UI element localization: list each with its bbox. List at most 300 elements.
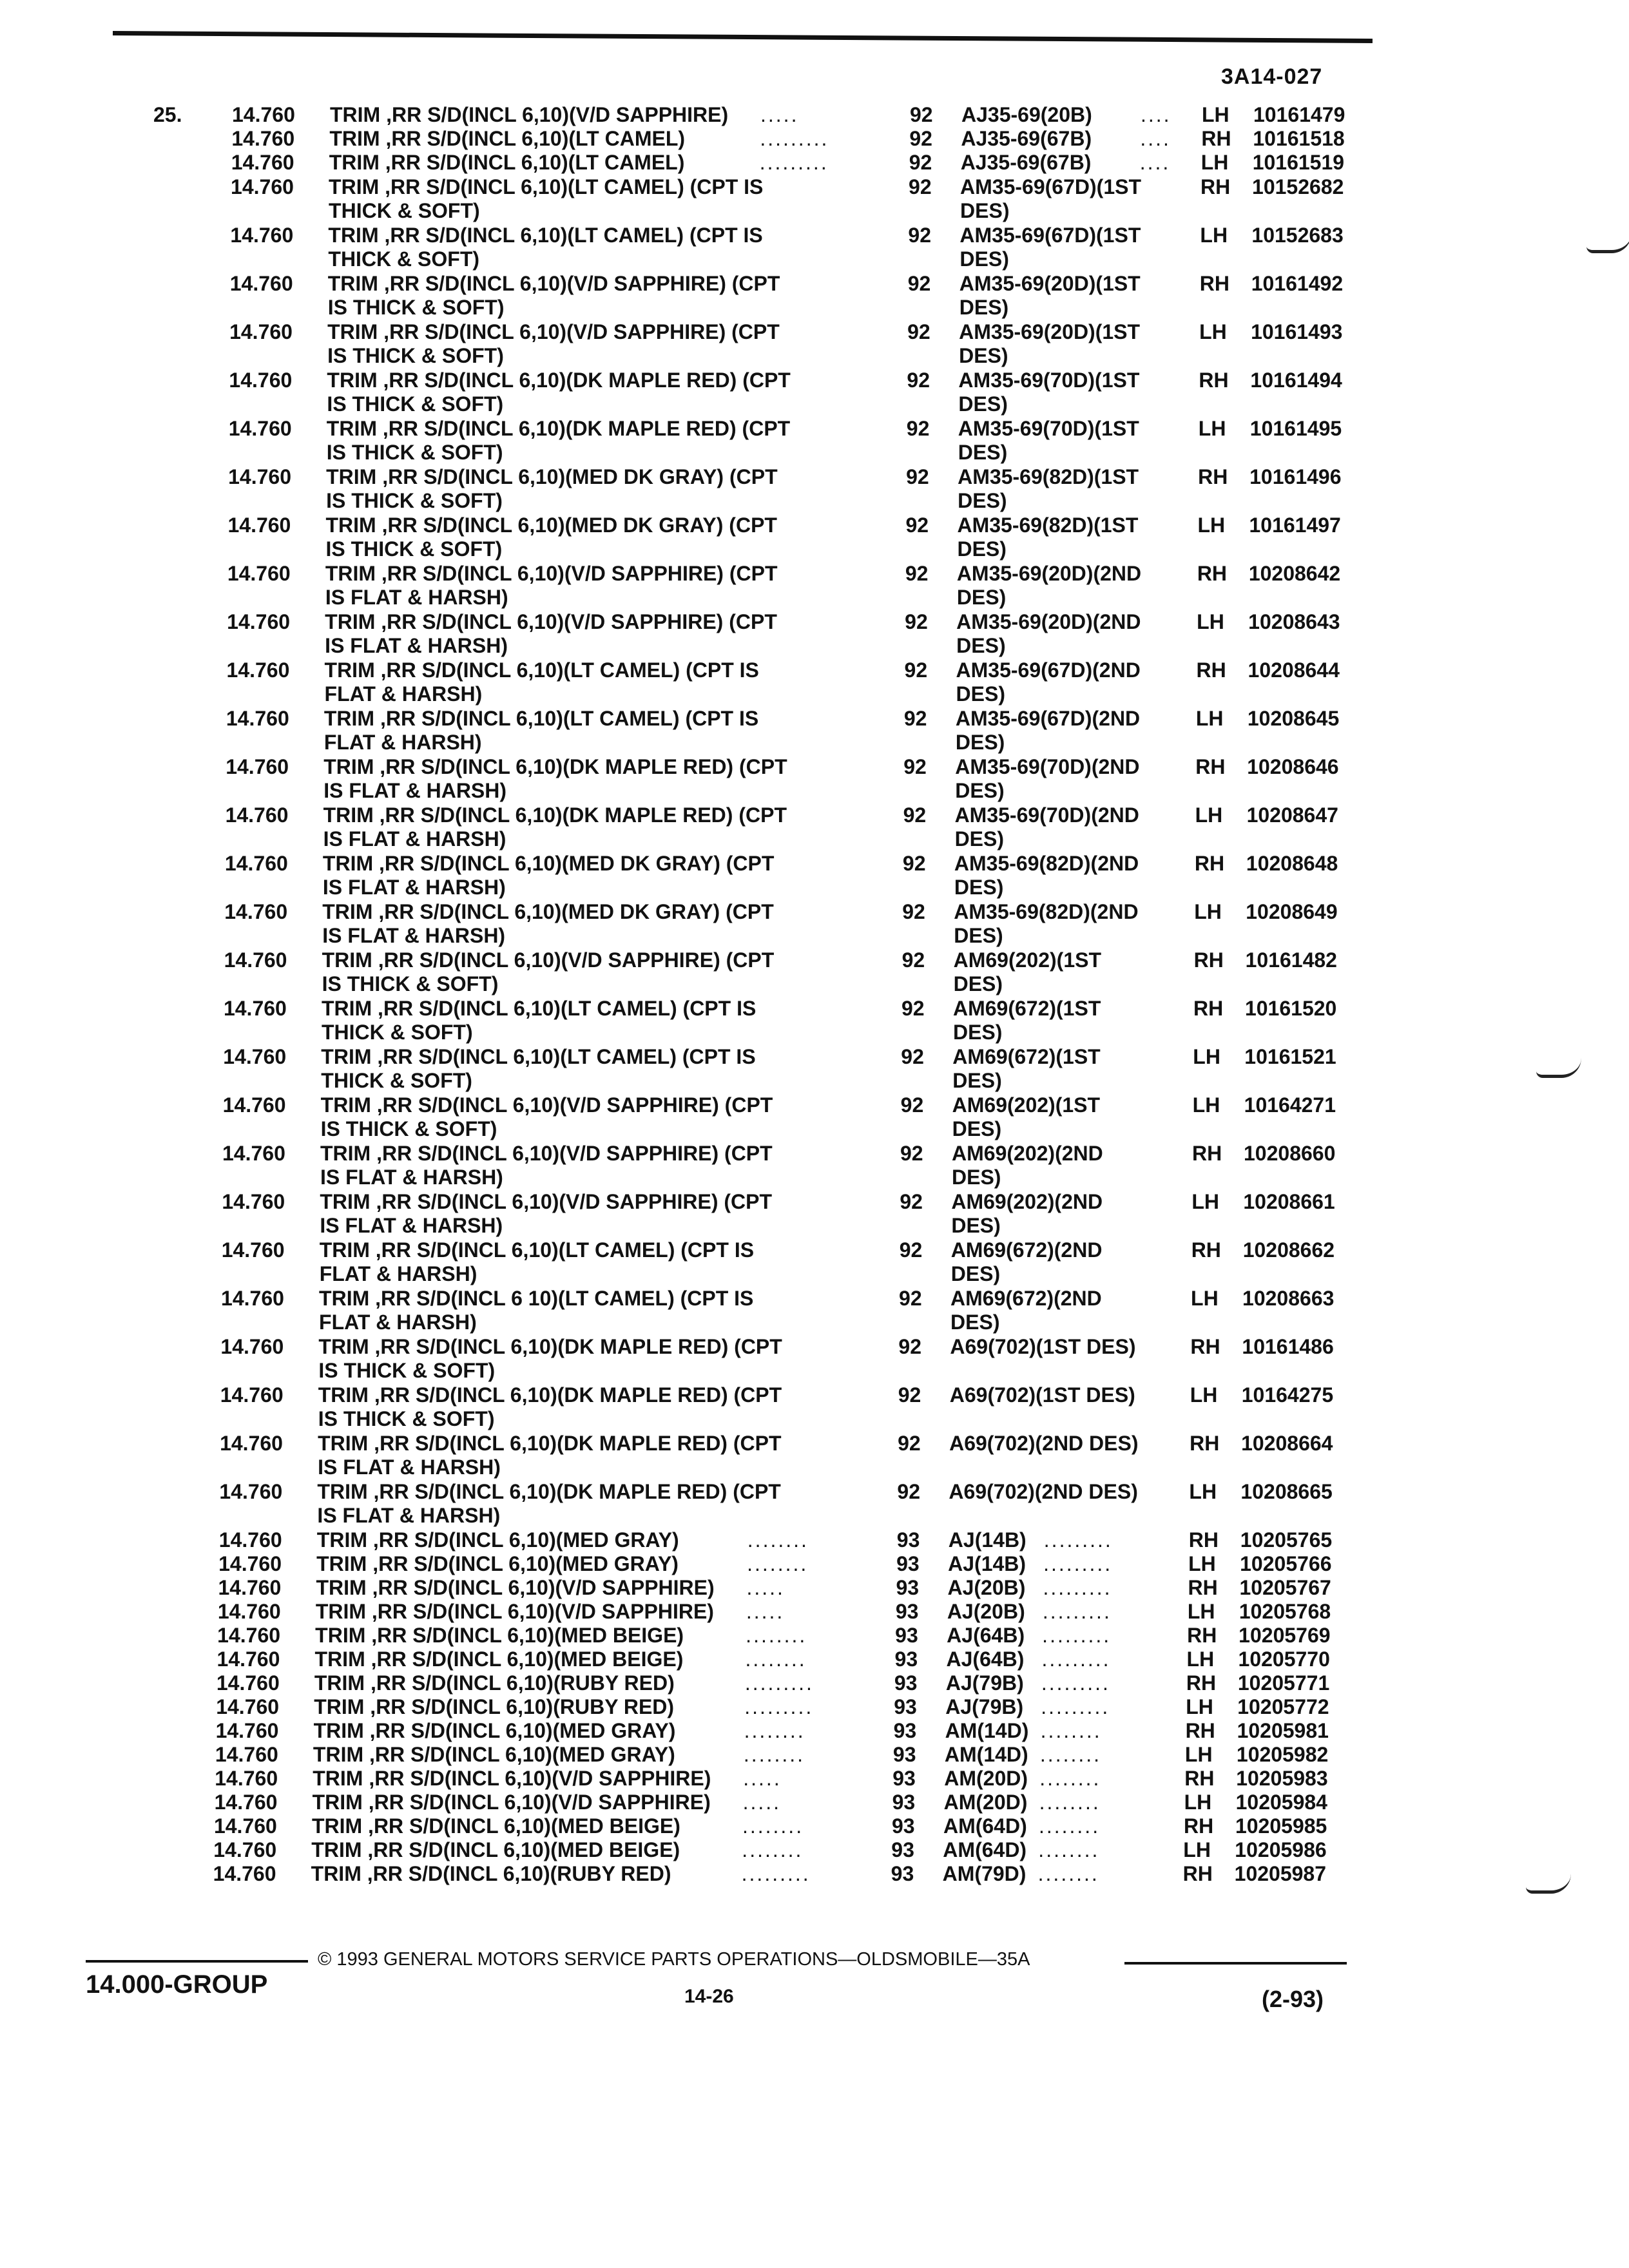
model-code: AJ(20B) — [947, 1600, 1025, 1623]
leader-dots: ......... — [760, 127, 829, 150]
leader-dots: ........ — [742, 1838, 804, 1861]
table-row — [0, 1190, 1629, 1236]
part-description: TRIM ,RR S/D(INCL 6,10)(LT CAMEL) (CPT IS FLAT & HARSH) — [319, 1238, 755, 1285]
footer-rule-left — [86, 1960, 308, 1963]
model-code: AJ(64B) — [947, 1624, 1025, 1647]
part-description: TRIM ,RR S/D(INCL 6,10)(DK MAPLE RED) (CPT IS FLAT & HARSH) — [317, 1480, 781, 1527]
model-code: AJ35-69(67B) — [961, 127, 1092, 150]
part-group-number: 14.760 — [227, 610, 291, 633]
part-group-number: 14.760 — [231, 127, 295, 150]
part-group-number: 14.760 — [225, 803, 289, 827]
part-group-number: 14.760 — [228, 465, 291, 488]
model-code: AM(14D) — [944, 1743, 1028, 1766]
model-year: 93 — [894, 1671, 918, 1695]
model-year: 92 — [907, 272, 931, 295]
part-number: 10208642 — [1248, 562, 1341, 585]
part-number: 10161520 — [1244, 997, 1337, 1020]
part-group-number: 14.760 — [227, 514, 291, 537]
side-indicator: RH — [1182, 1862, 1213, 1885]
part-group-number: 14.760 — [230, 224, 294, 247]
leader-dots: ..... — [760, 103, 799, 126]
code-leader-dots: ........ — [1038, 1814, 1101, 1838]
part-description: TRIM ,RR S/D(INCL 6,10)(V/D SAPPHIRE) (CPT IS THICK & SOFT) — [322, 948, 775, 995]
part-description: TRIM ,RR S/D(INCL 6,10)(LT CAMEL) (CPT IS THICK & SOFT) — [329, 175, 764, 222]
part-description: TRIM ,RR S/D(INCL 6,10)(V/D SAPPHIRE) (CPT IS THICK & SOFT) — [327, 272, 780, 319]
code-leader-dots: ........ — [1038, 1838, 1100, 1861]
part-description: TRIM ,RR S/D(INCL 6,10)(V/D SAPPHIRE) (CPT IS THICK & SOFT) — [327, 320, 780, 367]
model-code: A69(702)(2ND DES) — [949, 1480, 1138, 1503]
part-description: TRIM ,RR S/D(INCL 6,10)(MED BEIGE) — [315, 1624, 684, 1647]
part-description: TRIM ,RR S/D(INCL 6 10)(LT CAMEL) (CPT IS FLAT & HARSH) — [319, 1287, 754, 1334]
side-indicator: LH — [1192, 1093, 1220, 1117]
part-description: TRIM ,RR S/D(INCL 6,10)(DK MAPLE RED) (CPT IS THICK & SOFT) — [318, 1335, 782, 1382]
side-indicator: LH — [1195, 803, 1223, 827]
part-description: TRIM ,RR S/D(INCL 6,10)(DK MAPLE RED) (CPT IS THICK & SOFT) — [327, 369, 791, 416]
part-description: TRIM ,RR S/D(INCL 6,10)(RUBY RED) — [314, 1671, 675, 1695]
code-leader-dots: ........ — [1039, 1767, 1101, 1790]
side-indicator: LH — [1197, 514, 1226, 537]
side-indicator: LH — [1189, 1480, 1217, 1503]
part-description: TRIM ,RR S/D(INCL 6,10)(V/D SAPPHIRE) — [315, 1600, 714, 1623]
model-code: AJ(20B) — [947, 1576, 1026, 1599]
part-number: 10205765 — [1240, 1528, 1333, 1552]
part-number: 10161494 — [1250, 369, 1342, 392]
part-number: 10205768 — [1239, 1600, 1331, 1623]
part-group-number: 14.760 — [218, 1528, 282, 1552]
part-group-number: 14.760 — [224, 900, 288, 923]
model-year: 92 — [905, 514, 929, 537]
part-group-number: 14.760 — [220, 1383, 284, 1407]
table-row — [0, 707, 1629, 753]
leader-dots: ......... — [744, 1671, 814, 1695]
model-code: AM35-69(70D)(2ND DES) — [954, 803, 1139, 850]
code-leader-dots: ........ — [1039, 1791, 1101, 1814]
model-year: 92 — [899, 1287, 922, 1310]
part-group-number: 14.760 — [227, 562, 291, 585]
part-group-number: 14.760 — [216, 1671, 280, 1695]
model-year: 92 — [900, 1190, 923, 1213]
part-group-number: 14.760 — [222, 1093, 286, 1117]
part-group-number: 14.760 — [213, 1838, 277, 1861]
leader-dots: ........ — [747, 1552, 809, 1575]
model-year: 92 — [910, 103, 933, 126]
part-number: 10161496 — [1249, 465, 1342, 488]
model-year: 92 — [907, 320, 930, 343]
part-number: 10161479 — [1253, 103, 1345, 126]
model-code: A69(702)(2ND DES) — [949, 1432, 1139, 1455]
model-year: 92 — [902, 852, 926, 875]
part-group-number: 14.760 — [218, 1552, 282, 1575]
model-year: 92 — [906, 417, 930, 440]
page-number: 14-26 — [684, 1986, 734, 2007]
model-year: 92 — [902, 900, 925, 923]
part-description: TRIM ,RR S/D(INCL 6,10)(DK MAPLE RED) (CPT IS FLAT & HARSH) — [323, 755, 787, 802]
model-year: 93 — [896, 1528, 920, 1552]
model-year: 93 — [891, 1862, 914, 1885]
part-number: 10161497 — [1249, 514, 1341, 537]
leader-dots: ........ — [745, 1648, 807, 1671]
part-number: 10208662 — [1242, 1238, 1335, 1262]
model-code: AM35-69(67D)(1ST DES) — [959, 224, 1141, 271]
table-row — [0, 562, 1629, 608]
code-leader-dots: ......... — [1043, 1528, 1113, 1552]
model-year: 93 — [896, 1576, 920, 1599]
table-row — [0, 272, 1629, 318]
model-code: AM69(672)(2ND DES) — [950, 1287, 1102, 1334]
model-year: 92 — [904, 658, 928, 682]
table-row — [0, 1287, 1629, 1333]
model-code: AM35-69(70D)(1ST DES) — [958, 369, 1140, 416]
model-year: 92 — [901, 1045, 924, 1068]
part-group-number: 14.760 — [220, 1335, 284, 1358]
model-year: 93 — [891, 1814, 915, 1838]
part-number: 10205982 — [1236, 1743, 1329, 1766]
part-description: TRIM ,RR S/D(INCL 6,10)(MED DK GRAY) (CPT IS THICK & SOFT) — [326, 465, 778, 512]
part-description: TRIM ,RR S/D(INCL 6,10)(MED DK GRAY) (CPT IS FLAT & HARSH) — [322, 852, 775, 899]
side-indicator: RH — [1193, 948, 1224, 972]
code-leader-dots: ......... — [1041, 1695, 1110, 1718]
part-description: TRIM ,RR S/D(INCL 6,10)(LT CAMEL) (CPT IS THICK & SOFT) — [328, 224, 763, 271]
code-leader-dots: ......... — [1043, 1552, 1113, 1575]
model-year: 92 — [909, 175, 932, 198]
part-number: 10161495 — [1249, 417, 1342, 440]
model-code: AJ(79B) — [945, 1671, 1024, 1695]
leader-dots: ......... — [744, 1695, 814, 1718]
table-row — [0, 1383, 1629, 1430]
model-year: 92 — [906, 465, 929, 488]
model-year: 93 — [892, 1791, 916, 1814]
table-row — [0, 224, 1629, 270]
model-year: 92 — [899, 1238, 923, 1262]
code-leader-dots: ......... — [1041, 1648, 1111, 1671]
model-code: AM35-69(20D)(2ND DES) — [956, 610, 1141, 657]
part-description: TRIM ,RR S/D(INCL 6,10)(LT CAMEL) — [329, 151, 685, 174]
side-indicator: RH — [1186, 1671, 1217, 1695]
model-year: 92 — [903, 707, 927, 730]
side-indicator: LH — [1202, 103, 1229, 126]
table-row — [0, 1862, 1629, 1908]
code-leader-dots: .... — [1141, 103, 1171, 126]
code-leader-dots: ......... — [1042, 1624, 1112, 1647]
part-description: TRIM ,RR S/D(INCL 6,10)(MED BEIGE) — [311, 1838, 680, 1861]
table-row — [0, 997, 1629, 1043]
part-group-number: 14.760 — [218, 1576, 282, 1599]
model-year: 92 — [897, 1480, 921, 1503]
part-description: TRIM ,RR S/D(INCL 6,10)(DK MAPLE RED) (CPT IS FLAT & HARSH) — [318, 1432, 782, 1479]
table-row — [0, 417, 1629, 463]
side-indicator: RH — [1191, 1238, 1221, 1262]
part-group-number: 14.760 — [215, 1743, 278, 1766]
table-row — [0, 320, 1629, 367]
leader-dots: ........ — [746, 1624, 807, 1647]
code-leader-dots: .... — [1140, 127, 1171, 150]
part-description: TRIM ,RR S/D(INCL 6,10)(DK MAPLE RED) (CPT IS THICK & SOFT) — [326, 417, 791, 464]
side-indicator: LH — [1184, 1743, 1213, 1766]
part-group-number: 14.760 — [223, 1045, 287, 1068]
model-code: AM69(202)(2ND DES) — [951, 1190, 1103, 1237]
item-reference: 25. — [153, 103, 182, 126]
model-code: AM35-69(20D)(2ND DES) — [956, 562, 1142, 609]
model-code: AM35-69(70D)(1ST DES) — [958, 417, 1139, 464]
table-row — [0, 900, 1629, 947]
part-number: 10208664 — [1241, 1432, 1333, 1455]
footer-rule-right — [1124, 1962, 1347, 1965]
table-row — [0, 1432, 1629, 1478]
side-indicator: LH — [1183, 1838, 1211, 1861]
side-indicator: RH — [1192, 1142, 1222, 1165]
code-leader-dots: ......... — [1041, 1671, 1110, 1695]
code-leader-dots: ........ — [1037, 1862, 1099, 1885]
part-description: TRIM ,RR S/D(INCL 6,10)(MED GRAY) — [313, 1743, 675, 1766]
table-row — [0, 1045, 1629, 1091]
part-group-number: 14.760 — [229, 272, 293, 295]
model-code: AM35-69(20D)(1ST DES) — [959, 320, 1141, 367]
part-description: TRIM ,RR S/D(INCL 6,10)(RUBY RED) — [314, 1695, 675, 1718]
part-number: 10161493 — [1251, 320, 1343, 343]
model-code: AM35-69(70D)(2ND DES) — [955, 755, 1140, 802]
model-year: 93 — [895, 1600, 919, 1623]
part-group-number: 14.760 — [224, 948, 287, 972]
part-number: 10208647 — [1246, 803, 1338, 827]
model-code: AM35-69(82D)(1ST DES) — [958, 465, 1139, 512]
part-group-number: 14.760 — [221, 1287, 284, 1310]
part-description: TRIM ,RR S/D(INCL 6,10)(MED DK GRAY) (CPT IS THICK & SOFT) — [325, 514, 777, 561]
model-year: 93 — [892, 1743, 916, 1766]
part-number: 10208665 — [1240, 1480, 1333, 1503]
model-year: 92 — [909, 151, 932, 174]
part-description: TRIM ,RR S/D(INCL 6,10)(V/D SAPPHIRE) (CPT IS THICK & SOFT) — [320, 1093, 773, 1140]
side-indicator: RH — [1187, 1624, 1217, 1647]
part-number: 10208660 — [1244, 1142, 1336, 1165]
part-number: 10208649 — [1246, 900, 1338, 923]
part-number: 10208644 — [1248, 658, 1340, 682]
code-leader-dots: ......... — [1042, 1600, 1112, 1623]
table-row — [0, 658, 1629, 705]
part-group-number: 14.760 — [223, 997, 287, 1020]
model-code: AM(20D) — [944, 1767, 1028, 1790]
part-description: TRIM ,RR S/D(INCL 6,10)(V/D SAPPHIRE) — [316, 1576, 715, 1599]
model-year: 92 — [905, 610, 928, 633]
model-code: AJ(79B) — [945, 1695, 1024, 1718]
part-group-number: 14.760 — [222, 1142, 285, 1165]
model-year: 93 — [891, 1838, 914, 1861]
part-number: 10205985 — [1235, 1814, 1327, 1838]
table-row — [0, 755, 1629, 802]
part-description: TRIM ,RR S/D(INCL 6,10)(LT CAMEL) (CPT IS THICK & SOFT) — [321, 997, 757, 1044]
part-number: 10205984 — [1235, 1791, 1327, 1814]
part-number: 10164275 — [1241, 1383, 1334, 1407]
part-group-number: 14.760 — [231, 175, 294, 198]
part-description: TRIM ,RR S/D(INCL 6,10)(MED BEIGE) — [314, 1648, 684, 1671]
part-description: TRIM ,RR S/D(INCL 6,10)(V/D SAPPHIRE) (CPT IS FLAT & HARSH) — [320, 1190, 773, 1237]
part-number: 10205771 — [1237, 1671, 1330, 1695]
side-indicator: LH — [1187, 1600, 1215, 1623]
part-group-number: 14.760 — [229, 369, 293, 392]
model-year: 93 — [894, 1695, 917, 1718]
side-indicator: LH — [1190, 1383, 1218, 1407]
part-group-number: 14.760 — [219, 1480, 283, 1503]
model-code: AM35-69(82D)(1ST DES) — [957, 514, 1139, 561]
table-row — [0, 1142, 1629, 1188]
part-description: TRIM ,RR S/D(INCL 6,10)(V/D SAPPHIRE) — [330, 103, 729, 126]
side-indicator: RH — [1190, 1335, 1220, 1358]
part-number: 10208648 — [1246, 852, 1338, 875]
part-description: TRIM ,RR S/D(INCL 6,10)(V/D SAPPHIRE) — [312, 1791, 711, 1814]
side-indicator: RH — [1188, 1528, 1219, 1552]
side-indicator: RH — [1195, 755, 1226, 778]
model-year: 92 — [903, 803, 927, 827]
leader-dots: ........ — [744, 1719, 805, 1742]
code-leader-dots: ........ — [1039, 1743, 1102, 1766]
part-description: TRIM ,RR S/D(INCL 6,10)(DK MAPLE RED) (CPT IS THICK & SOFT) — [318, 1383, 782, 1430]
code-leader-dots: ........ — [1040, 1719, 1102, 1742]
part-group-number: 14.760 — [217, 1624, 281, 1647]
part-group-number: 14.760 — [221, 1238, 285, 1262]
side-indicator: RH — [1188, 1576, 1218, 1599]
part-number: 10205767 — [1239, 1576, 1331, 1599]
part-description: TRIM ,RR S/D(INCL 6,10)(LT CAMEL) (CPT IS FLAT & HARSH) — [324, 658, 759, 706]
table-row — [0, 1480, 1629, 1526]
part-number: 10205983 — [1236, 1767, 1328, 1790]
part-description: TRIM ,RR S/D(INCL 6,10)(MED GRAY) — [313, 1719, 676, 1742]
table-row — [0, 803, 1629, 850]
part-number: 10161519 — [1252, 151, 1345, 174]
model-code: AM(14D) — [945, 1719, 1029, 1742]
side-indicator: RH — [1183, 1814, 1214, 1838]
model-code: AJ35-69(67B) — [960, 151, 1092, 174]
part-number: 10161521 — [1244, 1045, 1336, 1068]
part-number: 10208646 — [1247, 755, 1339, 778]
side-indicator: RH — [1197, 562, 1228, 585]
table-row — [0, 1093, 1629, 1140]
part-group-number: 14.760 — [226, 658, 290, 682]
model-year: 92 — [900, 1093, 924, 1117]
table-row — [0, 1335, 1629, 1381]
part-number: 10208663 — [1242, 1287, 1335, 1310]
model-code: AM69(202)(1ST DES) — [952, 1093, 1101, 1140]
model-year: 92 — [901, 997, 925, 1020]
part-description: TRIM ,RR S/D(INCL 6,10)(V/D SAPPHIRE) — [313, 1767, 711, 1790]
model-code: A69(702)(1ST DES) — [949, 1383, 1135, 1407]
model-code: AM(20D) — [943, 1791, 1028, 1814]
side-indicator: LH — [1191, 1190, 1219, 1213]
part-group-number: 14.760 — [222, 1190, 285, 1213]
side-indicator: RH — [1194, 852, 1225, 875]
model-code: AJ(14B) — [948, 1552, 1027, 1575]
leader-dots: ........ — [742, 1814, 804, 1838]
side-indicator: RH — [1184, 1767, 1215, 1790]
model-year: 92 — [898, 1383, 921, 1407]
model-code: AM35-69(67D)(2ND DES) — [955, 707, 1141, 754]
part-group-number: 14.760 — [231, 151, 294, 174]
model-code: AM35-69(82D)(2ND DES) — [954, 900, 1139, 947]
side-indicator: RH — [1185, 1719, 1215, 1742]
part-number: 10205981 — [1237, 1719, 1329, 1742]
table-row — [0, 852, 1629, 898]
model-code: AM35-69(67D)(1ST DES) — [960, 175, 1141, 222]
side-indicator: LH — [1191, 1287, 1219, 1310]
side-indicator: LH — [1199, 320, 1227, 343]
model-year: 92 — [901, 948, 925, 972]
model-code: AJ(64B) — [946, 1648, 1025, 1671]
part-description: TRIM ,RR S/D(INCL 6,10)(MED BEIGE) — [311, 1814, 680, 1838]
model-year: 92 — [905, 562, 929, 585]
table-row — [0, 514, 1629, 560]
model-code: AM69(672)(1ST DES) — [952, 1045, 1101, 1092]
part-group-number: 14.760 — [217, 1648, 280, 1671]
model-year: 93 — [893, 1719, 917, 1742]
part-description: TRIM ,RR S/D(INCL 6,10)(DK MAPLE RED) (CPT IS FLAT & HARSH) — [323, 803, 787, 850]
part-number: 10205766 — [1240, 1552, 1332, 1575]
model-year: 93 — [894, 1648, 918, 1671]
group-label: 14.000-GROUP — [86, 1970, 268, 1999]
leader-dots: ......... — [759, 151, 829, 174]
part-description: TRIM ,RR S/D(INCL 6,10)(LT CAMEL) — [329, 127, 686, 150]
model-year: 92 — [900, 1142, 923, 1165]
part-group-number: 14.760 — [220, 1432, 283, 1455]
side-indicator: LH — [1195, 707, 1224, 730]
part-number: 10205986 — [1235, 1838, 1327, 1861]
leader-dots: ..... — [746, 1576, 785, 1599]
model-code: AM69(672)(1ST DES) — [952, 997, 1101, 1044]
model-year: 93 — [892, 1767, 916, 1790]
model-year: 92 — [907, 369, 930, 392]
part-group-number: 14.760 — [224, 852, 288, 875]
model-year: 92 — [909, 127, 932, 150]
side-indicator: LH — [1186, 1695, 1213, 1718]
part-group-number: 14.760 — [215, 1719, 279, 1742]
part-number: 10152682 — [1252, 175, 1344, 198]
revision-date: (2-93) — [1262, 1986, 1324, 2012]
leader-dots: ........ — [743, 1743, 805, 1766]
page-code: 3A14-027 — [1221, 64, 1323, 89]
footer-copyright: © 1993 GENERAL MOTORS SERVICE PARTS OPERATIONS—OLDSMOBILE—35A — [318, 1949, 1030, 1970]
part-group-number: 14.760 — [226, 707, 289, 730]
leader-dots: ......... — [741, 1862, 811, 1885]
model-year: 92 — [898, 1335, 921, 1358]
side-indicator: LH — [1188, 1552, 1216, 1575]
side-indicator: RH — [1193, 997, 1224, 1020]
side-indicator: RH — [1190, 1432, 1220, 1455]
side-indicator: RH — [1201, 127, 1231, 150]
part-description: TRIM ,RR S/D(INCL 6,10)(RUBY RED) — [311, 1862, 671, 1885]
table-row — [0, 948, 1629, 995]
part-number: 10205770 — [1238, 1648, 1330, 1671]
side-indicator: RH — [1199, 272, 1229, 295]
part-number: 10205772 — [1237, 1695, 1329, 1718]
side-indicator: RH — [1198, 465, 1228, 488]
model-code: A69(702)(1ST DES) — [950, 1335, 1136, 1358]
part-number: 10152683 — [1251, 224, 1344, 247]
side-indicator: LH — [1186, 1648, 1215, 1671]
table-row — [0, 369, 1629, 415]
part-number: 10161518 — [1253, 127, 1345, 150]
model-code: AM35-69(20D)(1ST DES) — [959, 272, 1141, 319]
part-description: TRIM ,RR S/D(INCL 6,10)(V/D SAPPHIRE) (CPT IS FLAT & HARSH) — [320, 1142, 773, 1189]
part-group-number: 14.760 — [217, 1600, 281, 1623]
part-group-number: 14.760 — [213, 1814, 277, 1838]
part-description: TRIM ,RR S/D(INCL 6,10)(MED GRAY) — [316, 1528, 679, 1552]
part-number: 10208645 — [1247, 707, 1340, 730]
side-indicator: LH — [1200, 151, 1229, 174]
part-group-number: 14.760 — [228, 417, 292, 440]
part-number: 10164271 — [1244, 1093, 1336, 1117]
model-year: 93 — [895, 1624, 918, 1647]
part-number: 10205987 — [1234, 1862, 1327, 1885]
part-description: TRIM ,RR S/D(INCL 6,10)(MED DK GRAY) (CPT IS FLAT & HARSH) — [322, 900, 774, 947]
leader-dots: ..... — [746, 1600, 785, 1623]
model-year: 92 — [908, 224, 931, 247]
